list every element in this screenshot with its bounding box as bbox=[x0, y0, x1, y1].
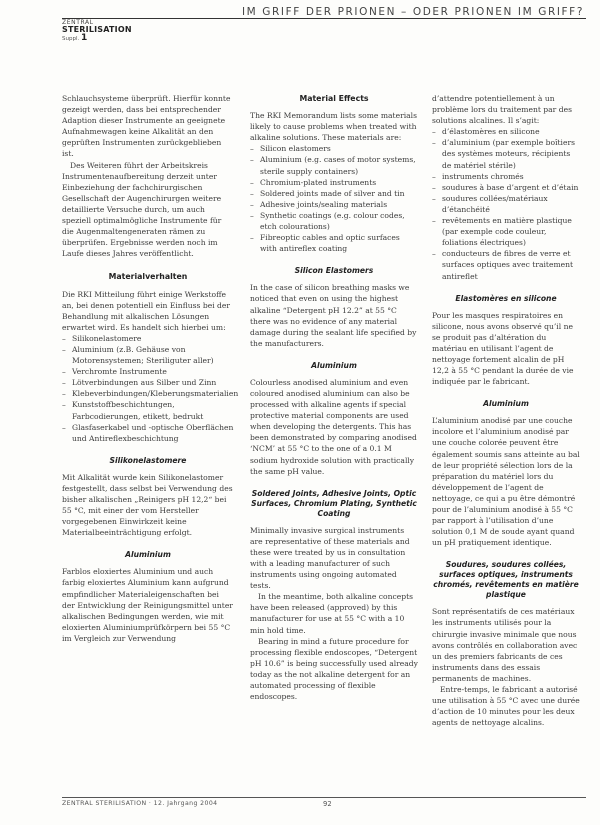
list-item: – Verchromte Instrumente bbox=[62, 366, 234, 377]
section-heading-silicon: Silicon Elastomers bbox=[294, 266, 374, 276]
list-item: – conducteurs de fibres de verre et surfaces optiques avec traitement antireflet bbox=[432, 248, 580, 281]
paragraph: Des Weiteren führt der Arbeitskreis Instrumentenaufbereitung derzeit unter Einbeziehung der fachchirurgischen Gesellschaft der Augenchirurgen weitere detaillierte Versuche durch, um auch speziell optimalmögliche Instrumente für die Augenmaltengeneraten rämen zu überprüfen. Ergebnisse werden noch im Laufe dieses Jahres veröffentlicht. bbox=[62, 160, 222, 259]
paragraph: Entre-temps, le fabricant a autorisé une utilisation à 55 °C avec une durée d’action de 10 minutes pour les deux agents de nettoyage alcalins. bbox=[432, 685, 580, 728]
running-title: IM GRIFF DER PRIONEN – ODER PRIONEN IM GRIFF? bbox=[241, 6, 584, 18]
paragraph: Sont représentatifs de ces matériaux les instruments utilisés pour la chirurgie invasive minimale que nous avons contrôlés en collaboration avec un des premiers fabricants de ces instruments dans des essais permanents de machines. bbox=[432, 607, 578, 683]
column-english bbox=[250, 93, 418, 702]
section-heading-elastomeres: Elastomères en silicone bbox=[455, 293, 557, 303]
paragraph: In the case of silicon breathing masks we noticed that even on using the highest alkaline “Detergent pH 12.2” at 55 °C there was no evidence of any material damage during the sealant life specified by the manufacturers. bbox=[250, 283, 417, 348]
list-item: – Glasfaserkabel und -optische Oberflächen und Antireflexbeschichtung bbox=[62, 422, 234, 444]
paragraph: Minimally invasive surgical instruments are representative of these materials and these were treated by us in consultation with a leading manufacturer of such instruments using ongoing automated tests. bbox=[250, 525, 410, 591]
logo-line-2: STERILISATION bbox=[62, 25, 132, 34]
paragraph: d’attendre potentiellement à un problème lors du traitement par des solutions alcalines. Il s’agit: bbox=[432, 94, 572, 126]
list-item: – Lötverbindungen aus Silber und Zinn bbox=[62, 377, 234, 388]
column-french bbox=[432, 93, 580, 728]
list-item: – Silicon elastomers bbox=[250, 143, 418, 154]
list-item: – Chromium-plated instruments bbox=[250, 177, 418, 188]
section-heading-aluminium: Aluminium bbox=[125, 550, 171, 560]
list-item: – Klebeverbindungen/Kleberungsmaterialien bbox=[62, 388, 234, 399]
list-item: – Kunststoffbeschichtungen, Farbcodierungen, etikett, bedrukt bbox=[62, 399, 234, 421]
logo-suppl: Suppl. bbox=[62, 36, 80, 42]
section-heading-materialverhalten: Materialverhalten bbox=[108, 272, 188, 282]
paragraph: Schlauchsysteme überprüft. Hierfür konnte gezeigt werden, dass bei entsprechender Adaption dieser Instrumente an geeignete Aufnahmewagen keine Alkalität an den geprüften Instrumenten zurückgeblieben ist. bbox=[62, 94, 231, 159]
logo-line-3 bbox=[62, 34, 132, 43]
header-rule bbox=[62, 18, 586, 19]
page-number: 92 bbox=[323, 800, 332, 808]
paragraph: L’aluminium anodisé par une couche incolore et l’aluminium anodisé par une couche colorée peuvent être également soumis sans atteinte au bal de leur propriété sélection lors de la préparation du matériel lors du développement de l’agent de nettoyage, ce qui a pu être démontré pour de l’aluminium anodisé à 55 °C par rapport à l’utilisation d’une solution 0,1 M de soude ayant quand un pH pratiquement identique. bbox=[432, 416, 580, 548]
material-list bbox=[432, 126, 580, 281]
list-item: – Aluminium (z.B. Gehäuse von Motorensystemen; Steriliguter aller) bbox=[62, 344, 234, 366]
paragraph: Die RKI Mitteilung führt einige Werkstoffe an, bei denen potentiell ein Einfluss bei der Behandlung mit alkalischen Lösungen erwartet wird. Es handelt sich hierbei um: bbox=[62, 289, 231, 332]
list-item: – Aluminium (e.g. cases of motor systems, sterile supply containers) bbox=[250, 154, 418, 176]
list-item: – Soldered joints made of silver and tin bbox=[250, 188, 418, 199]
footer-journal: ZENTRAL STERILISATION · 12. Jahrgang 2004 bbox=[62, 800, 218, 807]
list-item: – soudures collées/matériaux d’étanchéité bbox=[432, 193, 580, 215]
footer-rule bbox=[62, 797, 586, 798]
list-item: – d’aluminium (par exemple boîtiers des systèmes moteurs, récipients de matériel stérile) bbox=[432, 137, 580, 170]
section-heading-aluminium: Aluminium bbox=[483, 399, 529, 409]
logo-line-1: ZENTRAL bbox=[62, 19, 94, 26]
journal-logo bbox=[62, 20, 132, 43]
section-heading-soudures: Soudures, soudures collées, surfaces optiques, instruments chromés, revêtements en matière plastique bbox=[433, 560, 579, 600]
paragraph: Farblos eloxiertes Aluminium und auch farbig eloxiertes Aluminium kann aufgrund empfindlicher Materialeigenschaften bei der Entwicklung der Reinigungsmittel unter alkalischen Bedingungen werden, wie mit eloxierten Aluminiumprüfkörpern bei 55 °C im Vergleich zur Verwendung bbox=[62, 567, 233, 643]
column-german bbox=[62, 93, 239, 644]
paragraph: The RKI Memorandum lists some materials likely to cause problems when treated with alkaline solutions. These materials are: bbox=[250, 111, 418, 143]
material-list bbox=[250, 143, 418, 254]
paragraph: Mit Alkalität wurde kein Silikonelastomer festgestellt, dass selbst bei Verwendung des bisher alkalischen „Reinigers pH 12,2“ bei 55 °C, mit einer der vom Hersteller vorgegebenen Einwirkzeit keine Materialbeeinträchtigung erfolgt. bbox=[62, 472, 233, 538]
list-item: – Silikonelastomere bbox=[62, 333, 234, 344]
list-item: – d’élastomères en silicone bbox=[432, 126, 580, 137]
paragraph: Colourless anodised aluminium and even coloured anodised aluminium can also be processed with alkaline agents if special protective material components are used when developing the detergents. This has been demonstrated by comparing anodised ‘NCM’ at 55 °C to the one of a 0.1 M sodium hydroxide solution with practically the same pH value. bbox=[250, 377, 417, 476]
paragraph: Bearing in mind a future procedure for processing flexible endoscopes, “Detergent pH 10.6” is being successfully used already today as the not alkaline detergent for an automated processing of flexible endoscopes. bbox=[250, 636, 418, 702]
paragraph: Pour les masques respiratoires en silicone, nous avons observé qu’il ne se produit pas d’altération du matériau en utilisant l’agent de nettoyage fortement alcalin de pH 12,2 à 55 °C pendant la durée de vie indiquée par le fabricant. bbox=[432, 310, 574, 387]
section-heading-material-effects: Material Effects bbox=[299, 94, 369, 103]
list-item: – Fibreoptic cables and optic surfaces with antireflex coating bbox=[250, 232, 418, 254]
list-item: – instruments chromés bbox=[432, 171, 580, 182]
section-heading-soldered: Soldered Joints, Adhesive Joints, Optic Surfaces, Chromium Plating, Synthetic Coating bbox=[251, 488, 417, 518]
logo-number: 1 bbox=[81, 33, 88, 43]
list-item: – Synthetic coatings (e.g. colour codes, etch colourations) bbox=[250, 210, 418, 232]
list-item: – revêtements en matière plastique (par exemple code couleur, foliations électriques) bbox=[432, 215, 580, 248]
list-item: – soudures à base d’argent et d’étain bbox=[432, 182, 580, 193]
material-list bbox=[62, 333, 239, 444]
paragraph: In the meantime, both alkaline concepts have been released (approved) by this manufacturer for use at 55 °C with a 10 min hold time. bbox=[250, 592, 414, 635]
list-item: – Adhesive joints/sealing materials bbox=[250, 199, 418, 210]
section-heading-silikon: Silikonelastomere bbox=[109, 455, 187, 465]
section-heading-aluminium: Aluminium bbox=[311, 360, 357, 370]
